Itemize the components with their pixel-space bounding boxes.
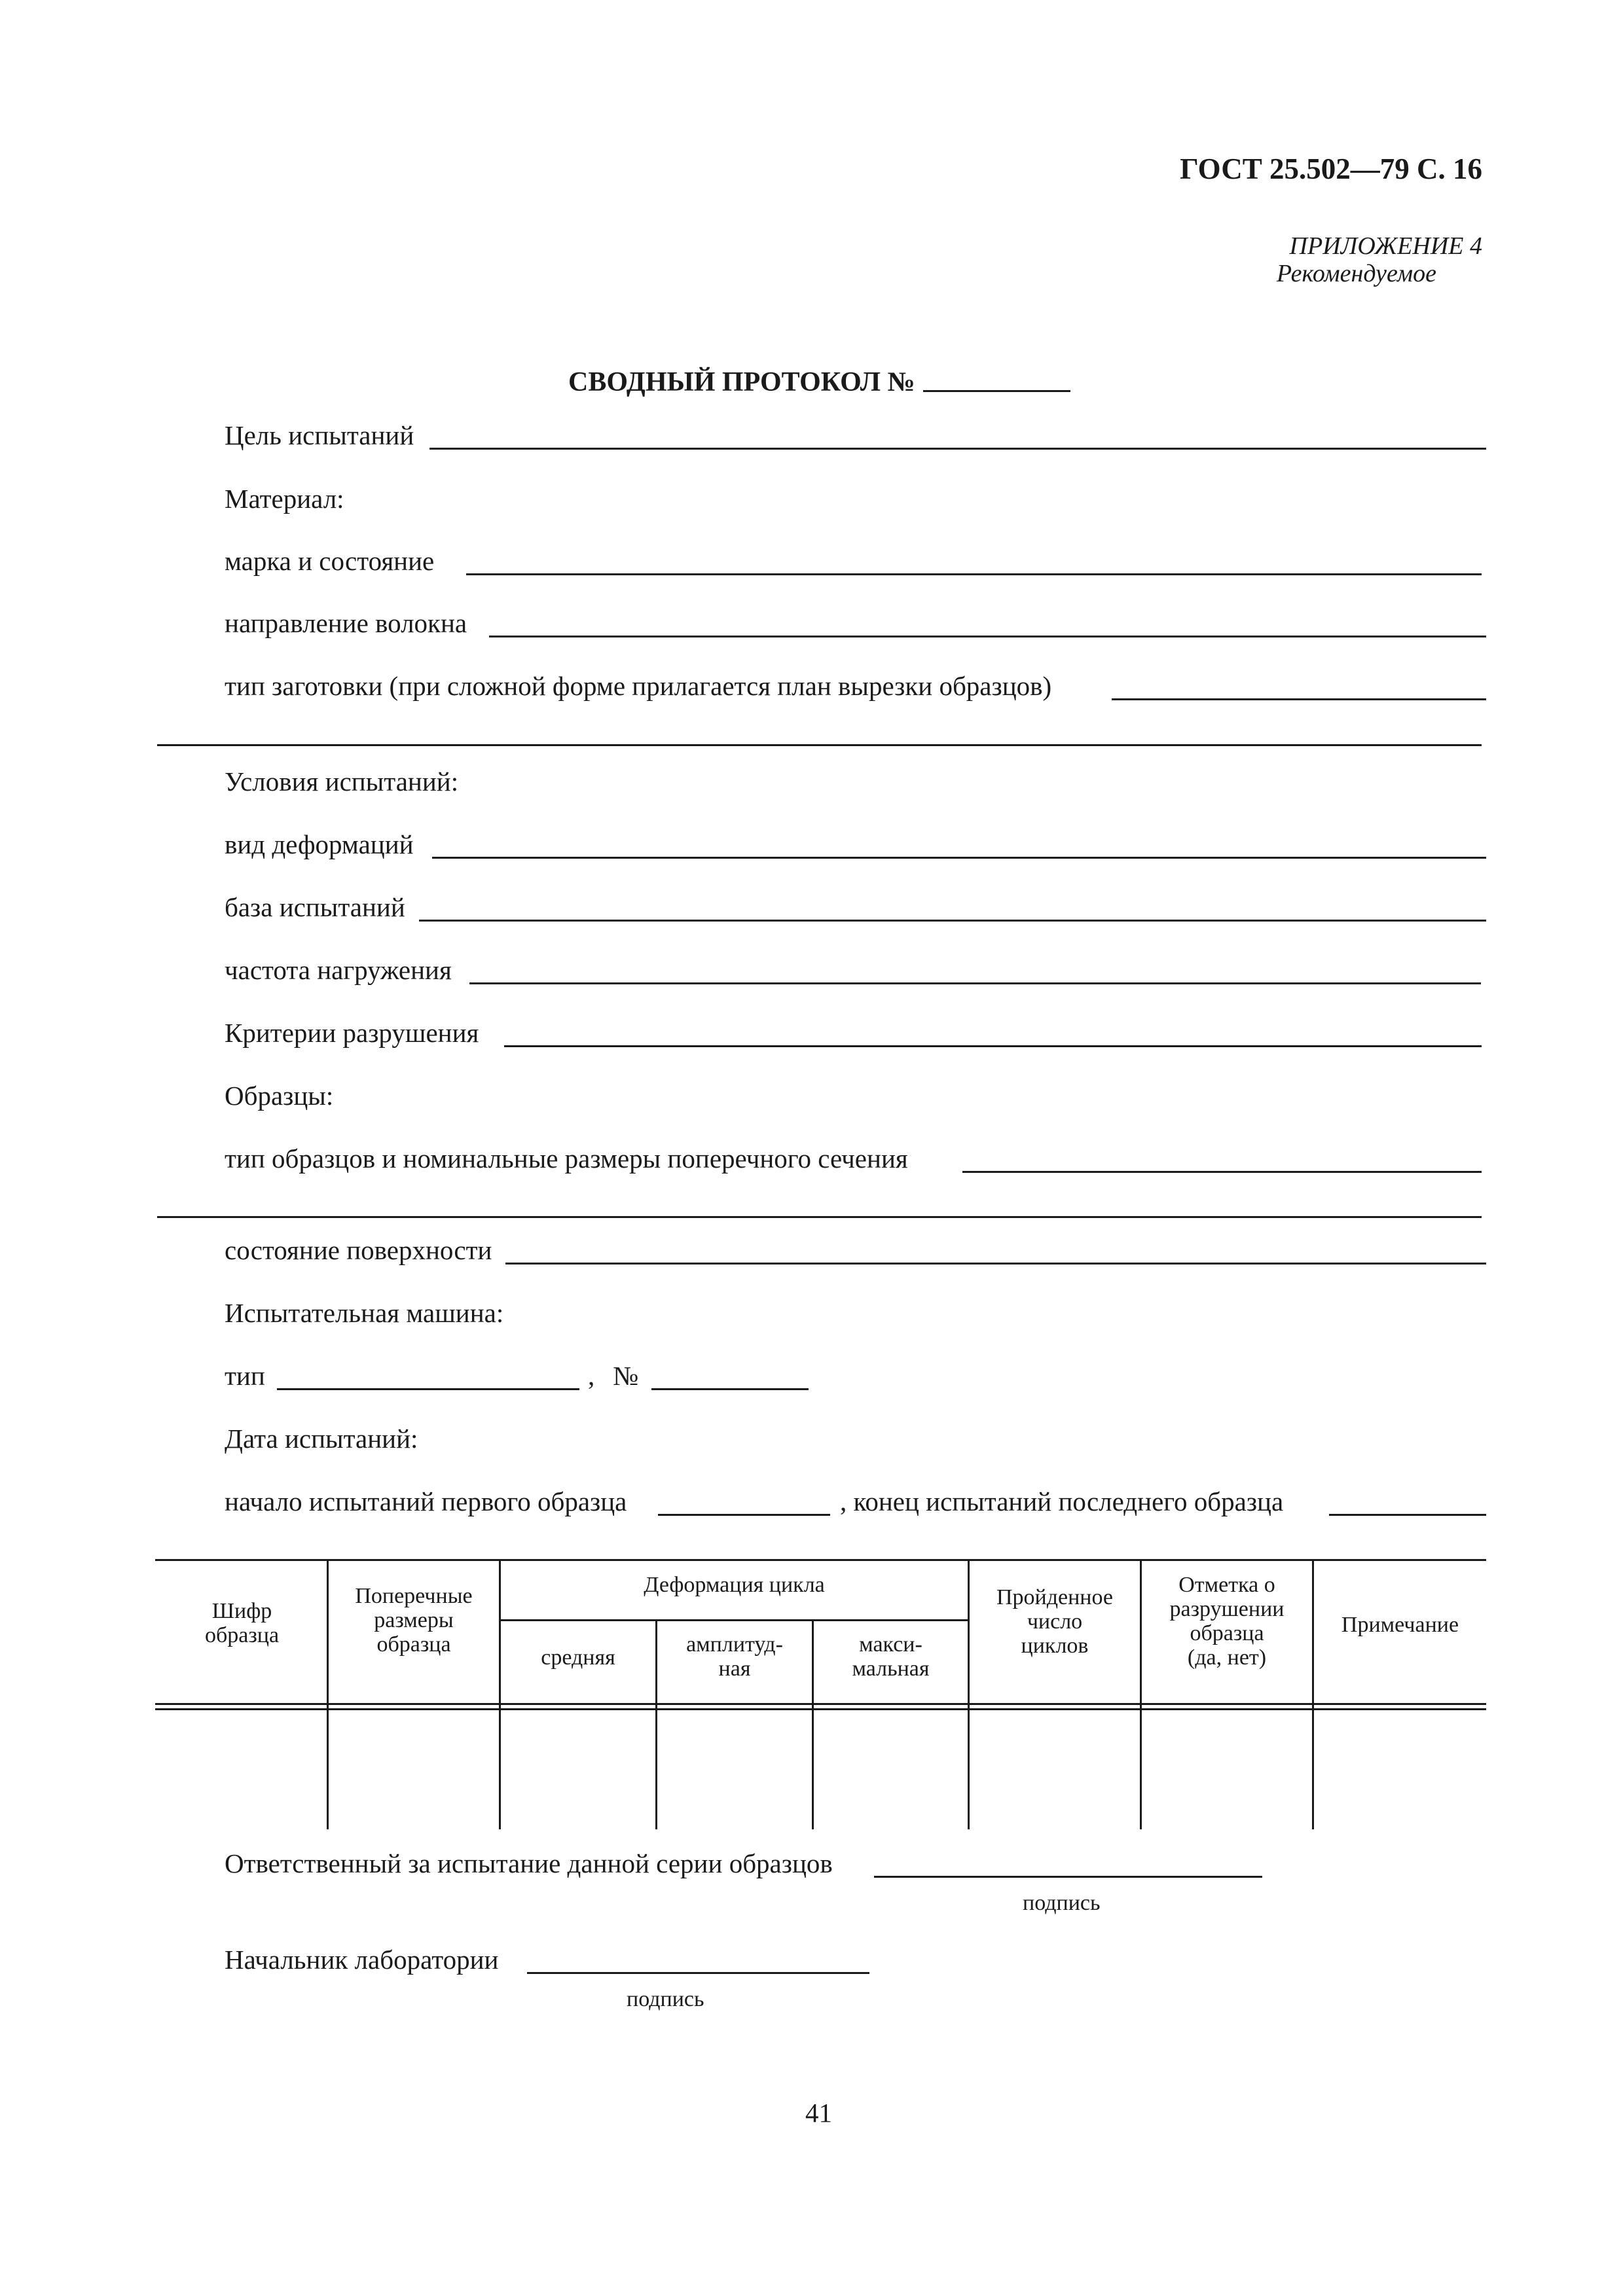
head-signature-caption: подпись [627,1987,704,2011]
date-label: Дата испытаний: [225,1424,418,1454]
header-dims: Поперечные размеры образца [355,1584,473,1657]
header-code: Шифр образца [204,1599,280,1647]
grade-field[interactable] [466,573,1482,575]
base-label: база испытаний [225,892,405,922]
end-label: , конец испытаний последнего образца [840,1486,1284,1516]
end-field[interactable] [1329,1514,1486,1516]
appendix-label: ПРИЛОЖЕНИЕ 4 [1289,232,1482,260]
machine-number-label: № [613,1361,639,1391]
responsible-label: Ответственный за испытание данной серии образцов [225,1848,833,1878]
header-max: макси- мальная [852,1632,930,1681]
frequency-field[interactable] [469,982,1481,984]
specimen-type-field[interactable] [962,1171,1482,1173]
fiber-field[interactable] [489,636,1486,637]
conditions-label: Условия испытаний: [225,766,459,797]
criteria-field[interactable] [504,1045,1482,1047]
blank-field-continuation[interactable] [157,744,1482,746]
responsible-signature-field[interactable] [874,1876,1262,1878]
header-cycles: Пройденное число циклов [996,1585,1114,1658]
head-signature-field[interactable] [527,1972,869,1974]
material-label: Материал: [225,484,344,514]
table-top-border [155,1559,1486,1561]
specimen-type-field-continuation[interactable] [157,1216,1482,1218]
machine-type-label: тип [225,1361,265,1391]
base-field[interactable] [419,920,1486,922]
table-header-bottom-1 [155,1703,1486,1705]
machine-comma: , [588,1361,595,1391]
header-note: Примечание [1341,1613,1459,1637]
header-fracture: Отметка о разрушении образца (да, нет) [1169,1573,1285,1670]
surface-field[interactable] [505,1263,1486,1265]
specimens-label: Образцы: [225,1081,334,1111]
responsible-signature-caption: подпись [1023,1891,1101,1915]
machine-label: Испытательная машина: [225,1298,504,1328]
header-deformation: Деформация цикла [644,1573,825,1597]
machine-type-field[interactable] [277,1388,579,1390]
page-number: 41 [805,2098,832,2128]
start-label: начало испытаний первого образца [225,1486,627,1516]
table-row[interactable] [157,1710,1486,1829]
fiber-label: направление волокна [225,608,467,638]
recommended-label: Рекомендуемое [1276,260,1436,287]
purpose-label: Цель испытаний [225,420,414,450]
blank-label: тип заготовки (при сложной форме прилагается план вырезки образцов) [225,671,1052,701]
header-amplitude: амплитуд- ная [686,1632,783,1681]
grade-label: марка и состояние [225,546,435,576]
blank-field[interactable] [1112,698,1486,700]
table-subheader-line [499,1619,969,1621]
deformation-label: вид деформаций [225,829,414,859]
surface-label: состояние поверхности [225,1235,492,1265]
head-label: Начальник лаборатории [225,1945,499,1975]
machine-number-field[interactable] [651,1388,809,1390]
specimen-type-label: тип образцов и номинальные размеры поперечного сечения [225,1143,908,1174]
protocol-number-field[interactable] [923,390,1070,392]
deformation-field[interactable] [432,857,1486,859]
start-field[interactable] [658,1514,830,1516]
protocol-title: СВОДНЫЙ ПРОТОКОЛ № [568,367,915,397]
header-mean: средняя [541,1645,615,1670]
criteria-label: Критерии разрушения [225,1018,479,1048]
gost-header: ГОСТ 25.502—79 С. 16 [1180,152,1482,185]
frequency-label: частота нагружения [225,955,452,985]
purpose-field[interactable] [429,448,1486,450]
